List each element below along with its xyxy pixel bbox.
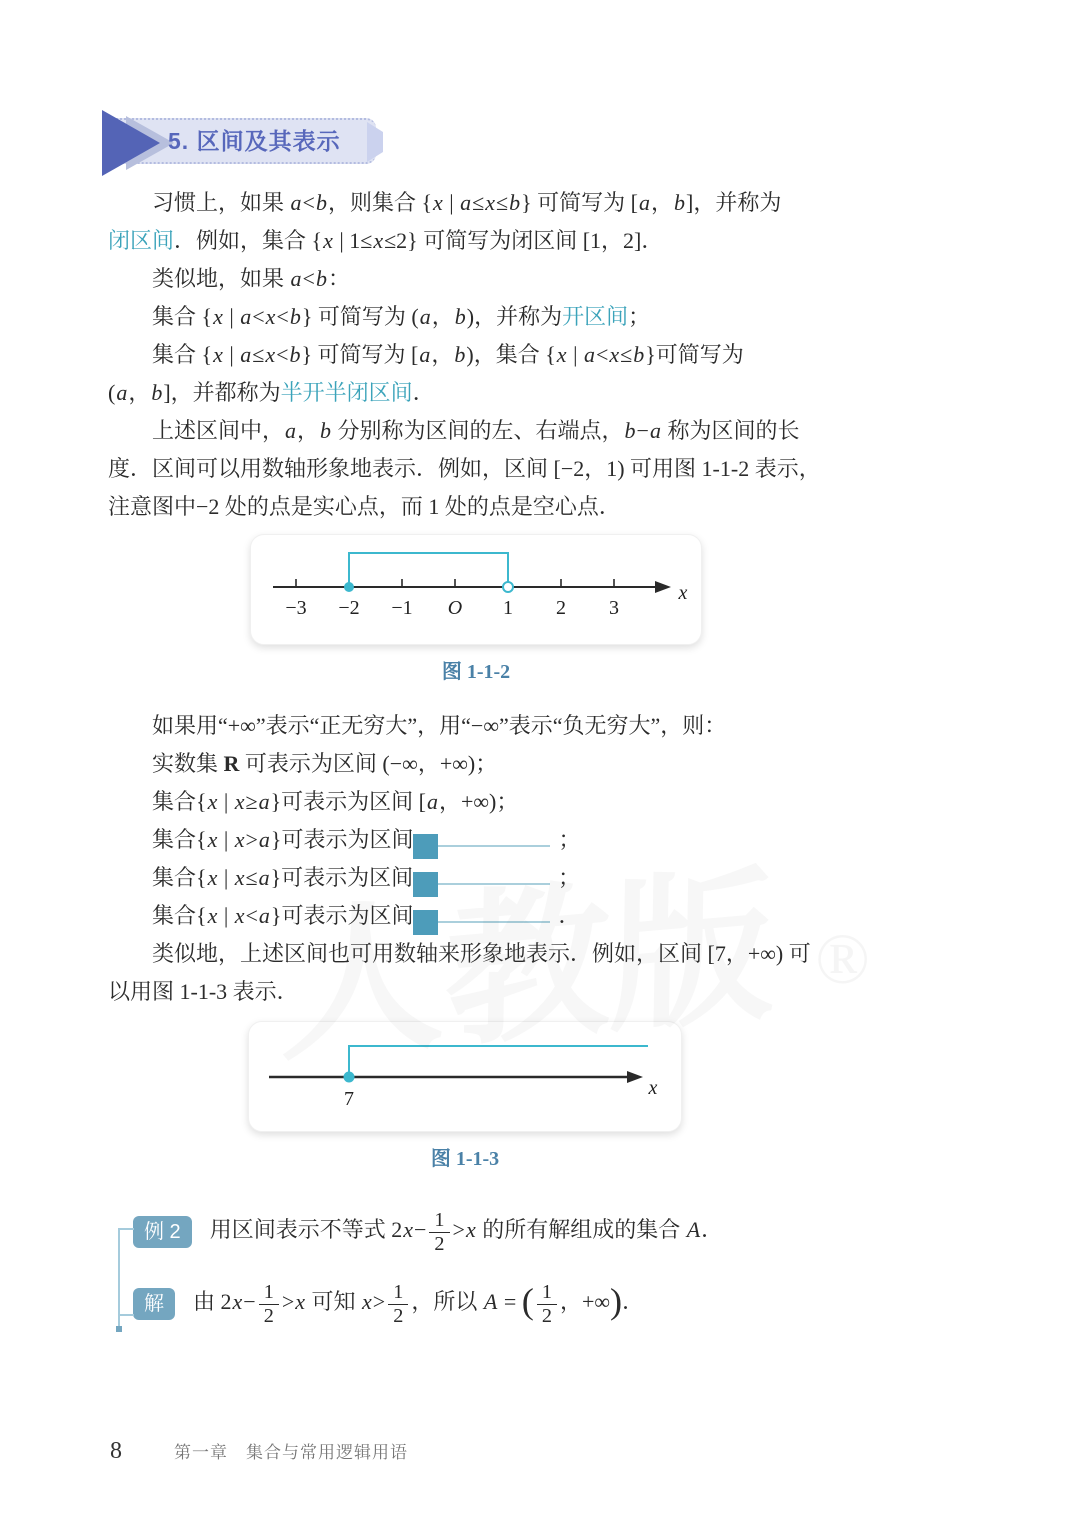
math-variable: a	[419, 304, 431, 329]
math-variable: x	[207, 903, 218, 928]
math-variable: b	[454, 342, 466, 367]
math-variable: x	[207, 789, 218, 814]
math-variable: x	[232, 1289, 243, 1315]
chapter-title: 第一章 集合与常用逻辑用语	[174, 1443, 408, 1462]
math-variable: b	[509, 190, 521, 215]
math-variable: a	[240, 304, 252, 329]
math-variable: x	[213, 304, 223, 329]
figure-1-1-3	[248, 1021, 682, 1174]
math-variable: x	[207, 865, 218, 890]
math-variable: x	[403, 1217, 413, 1243]
figure-card	[250, 534, 702, 645]
figure-1-1-2	[250, 534, 702, 687]
paragraph-real-set: 实数集 R 可表示为区间 (−∞，+∞)；	[152, 751, 498, 776]
figure-card	[248, 1021, 682, 1132]
example-solution-row	[133, 1276, 880, 1332]
registered-trademark-icon: ®	[815, 919, 870, 999]
axis-arrow-icon	[627, 1071, 643, 1083]
math-variable: x	[373, 228, 384, 253]
big-paren: )	[610, 1281, 623, 1322]
example-connector-stub	[118, 1314, 134, 1316]
highlight-term: 开区间	[562, 304, 629, 329]
math-variable: x	[234, 903, 245, 928]
math-variable: x	[234, 865, 245, 890]
fill-in-row-11	[108, 897, 880, 935]
closed-endpoint-dot	[344, 1072, 355, 1083]
punctuation: ；	[558, 865, 581, 890]
fraction: $\frac{1}{2}$	[429, 1209, 449, 1255]
axis-label: x	[678, 582, 688, 604]
math-variable: x	[609, 342, 620, 367]
example-connector-stub	[118, 1228, 134, 1230]
blank-number-badge: 11	[413, 910, 438, 935]
fill-in-text: 集合{x | x>a}可表示为区间	[152, 827, 414, 852]
fill-in-text: 集合{x | x<a}可表示为区间	[152, 903, 414, 928]
paragraph-half-open-interval: 集合 {x | a≤x<b} 可简写为 [a，b)，集合 {x | a<x≤b}可简写为 (a，b]，并都称为半开半闭区间．	[108, 342, 744, 405]
math-variable: b	[454, 304, 466, 329]
math-variable: x	[362, 1289, 372, 1315]
math-variable: a	[290, 190, 302, 215]
math-variable: b	[674, 190, 685, 215]
big-paren: (	[521, 1281, 534, 1322]
closed-endpoint-dot	[344, 582, 354, 592]
math-variable: x	[213, 342, 223, 367]
math-variable: x	[323, 228, 333, 253]
math-variable: x	[234, 789, 245, 814]
tick-label: 3	[609, 597, 619, 619]
math-variable: a	[426, 789, 438, 814]
paragraph-endpoints: 上述区间中，a，b 分别称为区间的左、右端点，b−a 称为区间的长 度．区间可以用数轴形象地表示．例如，区间 [−2，1) 可用图 1-1-2 表示， 注意图中−2 处的点是实心点，而 1 处的点是空心点．	[108, 418, 821, 519]
math-variable: a	[649, 418, 661, 443]
highlight-term: 闭区间	[108, 228, 175, 253]
math-variable: a	[460, 190, 472, 215]
math-variable: a	[258, 865, 270, 890]
tick-label: −3	[285, 597, 307, 619]
page-number: 8	[110, 1438, 122, 1464]
math-variable: a	[583, 342, 595, 367]
math-variable: a	[285, 418, 297, 443]
example-badge: 例 2	[133, 1216, 192, 1248]
answer-blank	[438, 865, 550, 885]
tick-label: 2	[556, 597, 566, 619]
punctuation: ．	[558, 903, 581, 928]
paragraph-open-interval: 集合 {x | a<x<b} 可简写为 (a，b)，并称为开区间；	[152, 304, 651, 329]
section-title: 5. 区间及其表示	[168, 128, 341, 154]
highlight-term: 半开半闭区间	[280, 380, 413, 405]
fill-in-row-10	[108, 859, 880, 897]
fraction: $\frac{1}{2}$	[537, 1281, 557, 1327]
tick-label: 1	[503, 597, 513, 619]
paragraph-fig113-intro: 类似地，上述区间也可用数轴来形象地表示．例如，区间 [7，+∞) 可 以用图 1-1-3 表示．	[108, 941, 811, 1004]
math-variable: b	[315, 190, 327, 215]
solution-badge: 解	[133, 1288, 175, 1320]
math-variable: x	[207, 827, 218, 852]
figure-caption: 图 1-1-2	[441, 661, 511, 683]
math-variable: A	[483, 1289, 498, 1315]
math-variable: x	[556, 342, 567, 367]
math-variable: x	[295, 1289, 306, 1315]
math-variable: b	[315, 266, 327, 291]
interval-bracket	[349, 553, 508, 587]
example-problem-text: 用区间表示不等式 2x− $\frac{1}{2}$ >x 的所有解组成的集合 A．	[209, 1209, 724, 1255]
section-banner	[104, 118, 376, 164]
tick-label: 7	[344, 1088, 354, 1110]
origin-label: O	[447, 597, 463, 619]
math-variable: b	[320, 418, 332, 443]
paragraph-infinity: 如果用“+∞”表示“正无穷大”，用“−∞”表示“负无穷大”，则：	[152, 713, 727, 738]
math-variable: a	[258, 903, 270, 928]
example-connector-dot	[116, 1326, 122, 1332]
tick-label: −1	[391, 597, 413, 619]
fraction: $\frac{1}{2}$	[388, 1281, 408, 1327]
paragraph-ge-interval: 集合{x | x≥a}可表示为区间 [a，+∞)；	[152, 789, 519, 814]
fill-in-row-9	[108, 821, 880, 859]
math-variable: b	[289, 342, 301, 367]
fill-in-text: 集合{x | x≤a}可表示为区间	[152, 865, 414, 890]
paragraph-similarly: 类似地，如果 a<b：	[152, 266, 350, 291]
paragraph-closed-interval: 习惯上，如果 a<b，则集合 {x | a≤x≤b} 可简写为 [a，b]，并称为 闭区间．例如，集合 {x | 1≤x≤2} 可简写为闭区间 [1，2]．	[108, 190, 782, 253]
math-variable: a	[116, 380, 128, 405]
math-variable: a	[419, 342, 431, 367]
math-variable: x	[265, 304, 276, 329]
interval-ray	[349, 1046, 648, 1077]
math-variable: A	[686, 1217, 701, 1243]
math-variable: b	[289, 304, 301, 329]
blank-number-badge: 10	[413, 872, 438, 897]
math-variable: a	[258, 789, 270, 814]
example-solution-text: 由 2x− $\frac{1}{2}$ >x 可知 x> $\frac{1}{2}$ ，所以 A = ( $\frac{1}{2}$ ，+∞)．	[193, 1281, 645, 1327]
bold-symbol: R	[223, 751, 240, 776]
math-variable: a	[240, 342, 252, 367]
figure-caption: 图 1-1-3	[430, 1148, 500, 1170]
answer-blank	[438, 903, 550, 923]
open-endpoint-circle	[503, 582, 513, 592]
math-variable: a	[258, 827, 270, 852]
answer-blank	[438, 827, 550, 847]
math-variable: a	[638, 190, 650, 215]
number-line-figure-1-1-2	[251, 535, 703, 632]
math-variable: x	[234, 827, 245, 852]
math-variable: b	[624, 418, 636, 443]
math-variable: x	[485, 190, 496, 215]
math-variable: b	[633, 342, 645, 367]
page-content	[108, 0, 880, 1348]
number-line-figure-1-1-3	[249, 1022, 683, 1119]
punctuation: ；	[558, 827, 581, 852]
page-footer	[110, 1432, 408, 1472]
math-variable: x	[433, 190, 443, 215]
fraction: $\frac{1}{2}$	[259, 1281, 279, 1327]
math-variable: x	[265, 342, 276, 367]
math-variable: b	[151, 380, 163, 405]
example-problem-row	[133, 1204, 880, 1260]
axis-label: x	[648, 1077, 658, 1099]
axis-arrow-icon	[655, 581, 671, 593]
math-variable: x	[465, 1217, 476, 1243]
example-2-block	[108, 1204, 880, 1332]
math-variable: a	[290, 266, 302, 291]
blank-number-badge: 9	[413, 834, 438, 859]
tick-label: −2	[338, 597, 360, 619]
example-connector-line	[118, 1228, 120, 1326]
